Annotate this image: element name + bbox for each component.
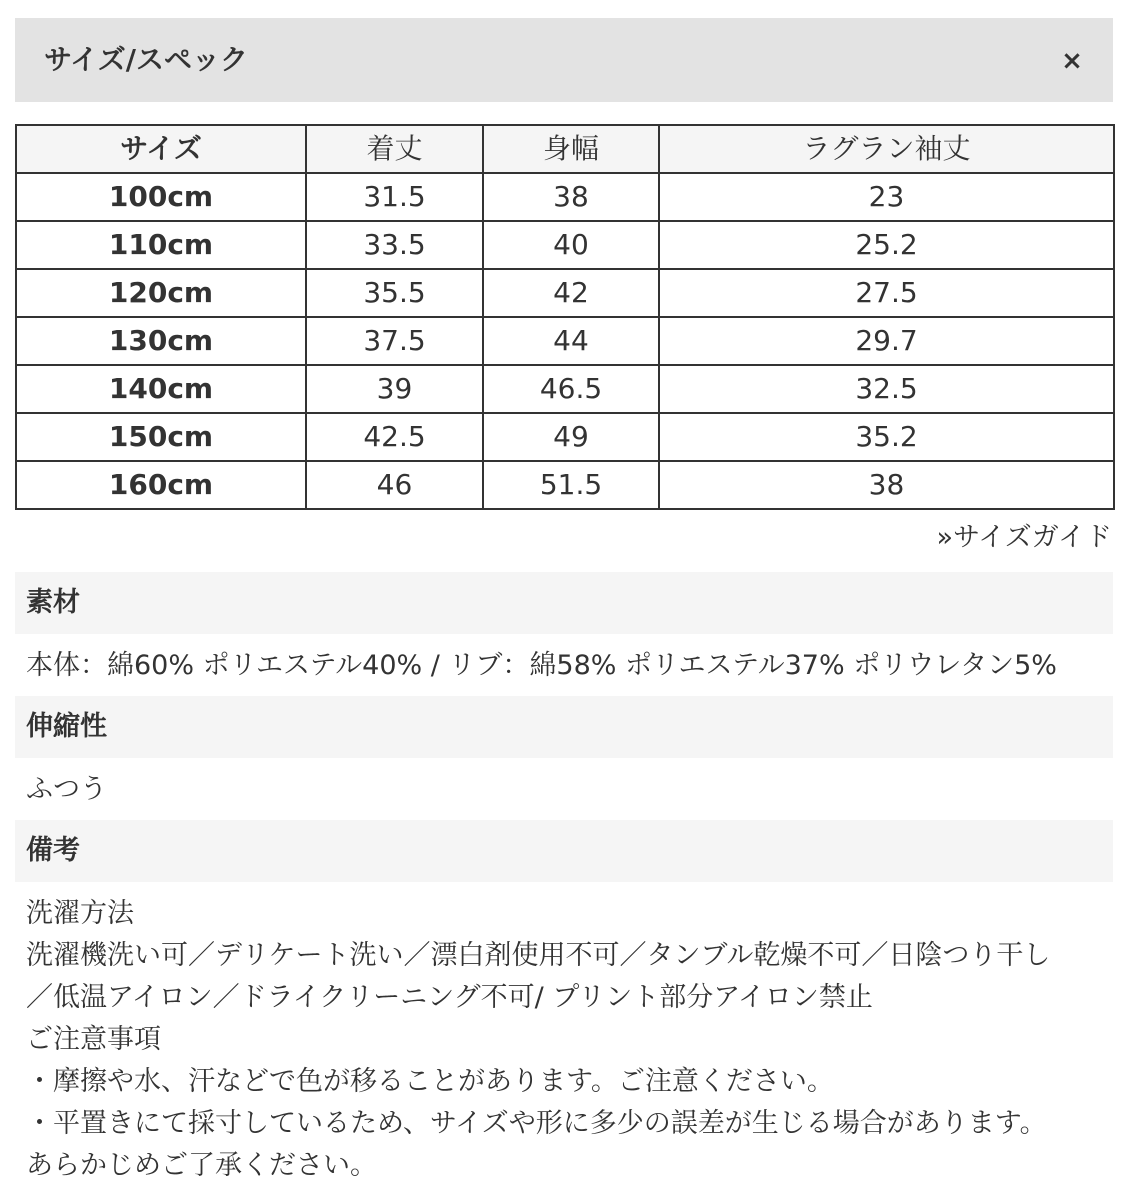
table-row xyxy=(16,173,1114,221)
notes-line: ご注意事項 xyxy=(26,1024,161,1055)
material-text: 本体：綿60% ポリエステル40% / リブ：綿58% ポリエステル37% ポリウレタン5% xyxy=(26,650,1057,681)
sleeve-cell: 23 xyxy=(659,173,1114,221)
notes-line: 洗濯方法 xyxy=(26,898,134,929)
size-cell: 140cm xyxy=(16,365,306,413)
width-cell: 42 xyxy=(483,269,659,317)
width-cell: 49 xyxy=(483,413,659,461)
size-table xyxy=(15,124,1115,510)
length-cell: 35.5 xyxy=(306,269,483,317)
notes-heading-bar xyxy=(15,820,1113,882)
length-cell: 33.5 xyxy=(306,221,483,269)
size-cell: 160cm xyxy=(16,461,306,509)
sleeve-cell: 27.5 xyxy=(659,269,1114,317)
sleeve-cell: 29.7 xyxy=(659,317,1114,365)
size-cell: 150cm xyxy=(16,413,306,461)
column-header-sleeve: ラグラン袖丈 xyxy=(659,125,1114,173)
table-header-row xyxy=(16,125,1114,173)
size-cell: 100cm xyxy=(16,173,306,221)
panel-header xyxy=(15,18,1113,102)
table-row xyxy=(16,221,1114,269)
column-header-size: サイズ xyxy=(16,125,306,173)
table-row xyxy=(16,269,1114,317)
width-cell: 40 xyxy=(483,221,659,269)
material-heading-bar xyxy=(15,572,1113,634)
table-row xyxy=(16,413,1114,461)
notes-line: ・摩擦や水、汗などで色が移ることがあります。ご注意ください。 xyxy=(26,1066,834,1097)
column-header-length: 着丈 xyxy=(306,125,483,173)
material-heading: 素材 xyxy=(26,587,80,618)
width-cell: 38 xyxy=(483,173,659,221)
close-button[interactable]: × xyxy=(1061,46,1083,76)
size-cell: 130cm xyxy=(16,317,306,365)
stretch-heading: 伸縮性 xyxy=(26,711,107,742)
size-guide-link[interactable]: »サイズガイド xyxy=(936,522,1112,553)
size-cell: 120cm xyxy=(16,269,306,317)
table-row xyxy=(16,461,1114,509)
notes-heading: 備考 xyxy=(26,835,80,866)
notes-body xyxy=(26,893,1116,1187)
stretch-heading-bar xyxy=(15,696,1113,758)
length-cell: 37.5 xyxy=(306,317,483,365)
panel-title: サイズ/スペック xyxy=(44,43,248,76)
length-cell: 42.5 xyxy=(306,413,483,461)
sleeve-cell: 35.2 xyxy=(659,413,1114,461)
stretch-text: ふつう xyxy=(26,774,107,805)
table-row xyxy=(16,365,1114,413)
sleeve-cell: 38 xyxy=(659,461,1114,509)
length-cell: 46 xyxy=(306,461,483,509)
width-cell: 51.5 xyxy=(483,461,659,509)
notes-line: 洗濯機洗い可／デリケート洗い／漂白剤使用不可／タンブル乾燥不可／日陰つり干し xyxy=(26,940,1051,971)
width-cell: 44 xyxy=(483,317,659,365)
notes-line: ／低温アイロン／ドライクリーニング不可/ プリント部分アイロン禁止 xyxy=(26,982,873,1013)
notes-line: ・平置きにて採寸しているため、サイズや形に多少の誤差が生じる場合があります。 xyxy=(26,1108,1047,1139)
sleeve-cell: 32.5 xyxy=(659,365,1114,413)
size-cell: 110cm xyxy=(16,221,306,269)
width-cell: 46.5 xyxy=(483,365,659,413)
length-cell: 31.5 xyxy=(306,173,483,221)
sleeve-cell: 25.2 xyxy=(659,221,1114,269)
table-row xyxy=(16,317,1114,365)
length-cell: 39 xyxy=(306,365,483,413)
notes-line: あらかじめご了承ください。 xyxy=(26,1150,377,1181)
column-header-width: 身幅 xyxy=(483,125,659,173)
